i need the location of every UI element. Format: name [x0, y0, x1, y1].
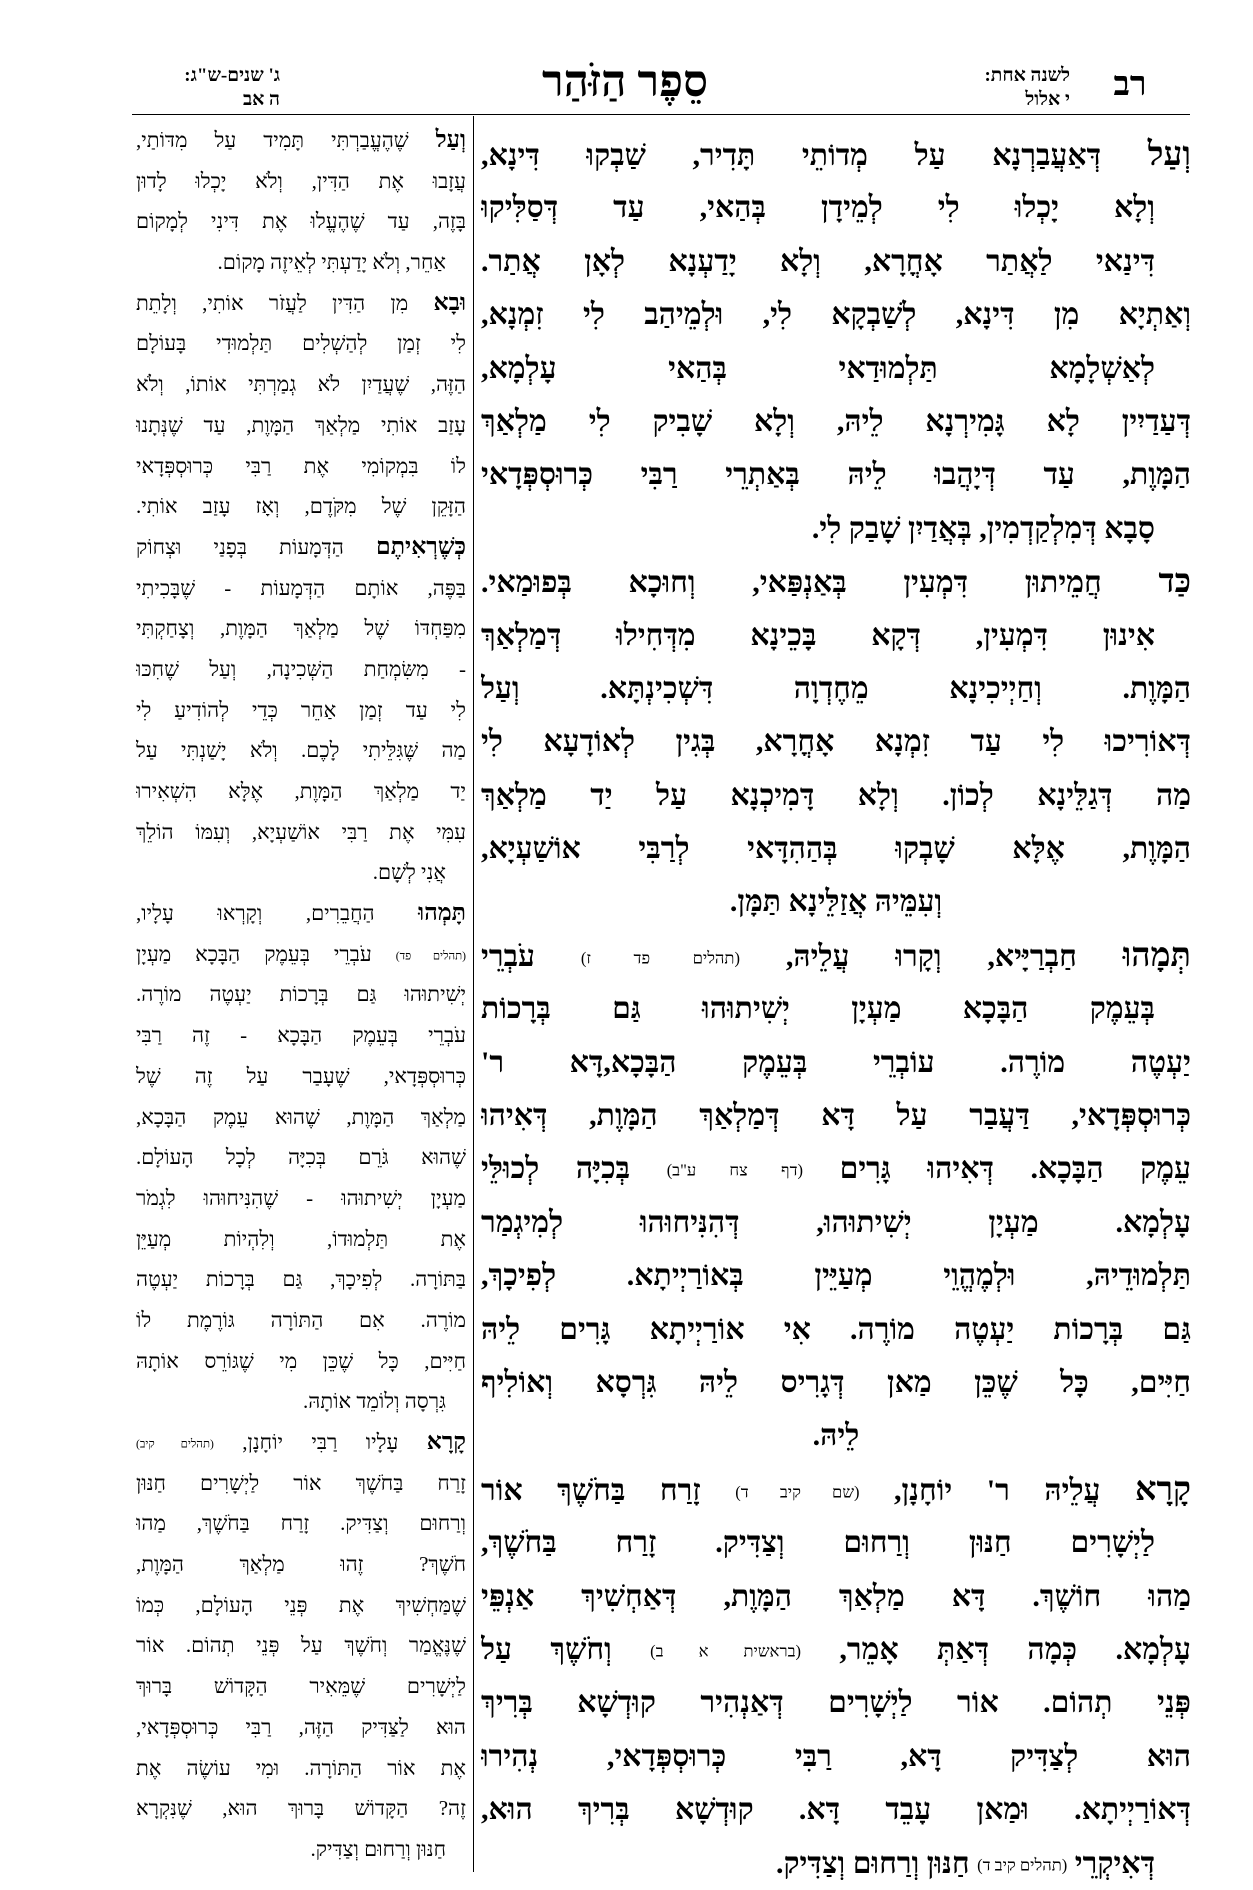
hebrew-line: כְּרוּסְפְּדָאי, שֶׁעָבַר עַל זֶה שֶׁל	[136, 1063, 466, 1088]
aramaic-line: לְאַשְׁלָמָא תַּלְמוּדַאי בְּהַאי עָלְמָא,	[481, 351, 1155, 385]
hebrew-line: זָרַח בַּחֹשֶׁךְ אוֹר לַיְשָׁרִים חַנּוּן	[136, 1470, 466, 1495]
header-left-date	[120, 64, 280, 112]
aramaic-line: הַמָּוֶת, עַד דְּיָהֲבוּ לֵיהּ בְּאַתְרֵי רַבִּי כְּרוּסְפְּדָאי	[481, 458, 1191, 492]
hebrew-line: וְעַל שֶׁהֶעֱבַרְתִּי תָּמִיד עַל מִדּוֹתַי,	[136, 127, 466, 153]
hebrew-line: חַיִּים, כָּל שֶׁכֵּן מִי שֶׁגּוֹרֵס אוֹתָהּ	[136, 1348, 466, 1373]
hebrew-line: שֶׁמַּחְשִׁיךְ אֶת פְּנֵי הָעוֹלָם, כְּמוֹ	[136, 1592, 466, 1617]
hebrew-line: מוֹרֶה. אִם הַתּוֹרָה גּוֹרֶמֶת לוֹ	[136, 1307, 466, 1332]
hebrew-line: וְרַחוּם וְצַדִּיק. זָרַח בַּחֹשֶׁךְ, מַהוּ	[136, 1511, 466, 1536]
hebrew-line: עֹבְרֵי בְּעֵמֶק הַבָּכָא - זֶה רַבִּי	[136, 1023, 466, 1048]
verse-reference: (תהלים פד)	[395, 950, 466, 963]
hebrew-line: הַזָּקֵן שֶׁל מִקֹּדֶם, וְאָז עָזַב אוֹתִי.	[136, 494, 466, 519]
hebrew-line: מַה שֶּׁגִּלֵּיתִי לָכֶם. וְלֹא יָשַׁנְתִּי עַל	[136, 738, 466, 763]
verse-reference: (תהלים קיב ד)	[977, 1855, 1068, 1875]
verse-reference: (תהלים פד ז)	[580, 948, 740, 968]
hebrew-line: גִּרְסָה וְלוֹמֵד אוֹתָהּ.	[302, 1389, 446, 1414]
hebrew-line: מַלְאַךְ הַמָּוֶת, שֶׁהוּא עֵמֶק הַבָּכָא,	[136, 1104, 466, 1129]
aramaic-line: כְּרוּסְפְּדָאי, דַּעֲבַר עַל דָּא דְּמַלְאַךְ הַמָּוֶת, דְּאִיהוּ	[481, 1099, 1191, 1133]
book-title: סֵפֶר הַזֹּהַר	[541, 57, 709, 106]
aramaic-line: חַיִּים, כָּל שֶׁכֵּן מַאן דְּגָרִיס לֵיהּ גִּרְסָא וְאוֹלִיף	[481, 1365, 1191, 1399]
hebrew-line: עֲזָבוּ אֶת הַדִּין, וְלֹא יָכְלוּ לָדוּן	[136, 168, 466, 193]
aramaic-line: תַּלְמוּדֵיהּ, וּלְמֶהֱוֵי מְעַיֵּין בְּאוֹרַיְיתָא. לְפִיכָךְ,	[481, 1259, 1191, 1293]
hebrew-line: שֶׁהוּא גֹּרֵם בְּכִיָּה לְכָל הָעוֹלָם.	[136, 1145, 466, 1170]
hebrew-line: - מִשִּׂמְחַת הַשְּׁכִינָה, וְעַל שֶׁחִכּוּ	[136, 656, 466, 681]
hebrew-line: אֶת אוֹר הַתּוֹרָה. וּמִי עוֹשֶׂה אֶת	[136, 1755, 466, 1780]
header-right-line1: לשנה אחת:	[984, 65, 1070, 86]
paragraph-opener: כַּד	[1158, 563, 1191, 601]
aramaic-line: כַּד חֲמֵיתוּן דִּמְעִין בְּאַנְפַּאי, וְחוּכָא בְּפוּמַאי.	[481, 563, 1191, 601]
aramaic-line: גַּם בְּרָכוֹת יַעְטֶה מוֹרֶה. אִי אוֹרַיְיתָא גָּרִים לֵיהּ	[481, 1312, 1191, 1346]
aramaic-line: בְּעֵמֶק הַבָּכָא מַעְיָן יְשִׁיתוּהוּ גַּם בְּרָכוֹת	[481, 992, 1155, 1026]
hebrew-line: (תהלים פד) עֹבְרֵי בְּעֵמֶק הַבָּכָא מַעְיָן	[136, 941, 466, 966]
aramaic-line: דְּעַדַיִין לָא גָּמִירְנָא לֵיהּ, וְלָא שָׁבִיק לִי מַלְאַךְ	[481, 404, 1191, 438]
aramaic-line: סָבָא דְּמִלְקַדְמִין, בְּאֲדַיִן שָׁבַק לִי.	[811, 511, 1155, 545]
verse-reference: (שם קיב ד)	[735, 1482, 860, 1502]
hebrew-line: יְשִׁיתוּהוּ גַּם בְּרָכוֹת יַעְטֶה מוֹרֶה.	[136, 982, 466, 1007]
header-rule	[132, 114, 1190, 115]
hebrew-line: חֹשֶׁךְ? זֶהוּ מַלְאַךְ הַמָּוֶת,	[136, 1552, 466, 1577]
hebrew-line: לַיְשָׁרִים שֶׁמֵּאִיר הַקָּדוֹשׁ בָּרוּךְ	[136, 1674, 466, 1699]
aramaic-column	[481, 128, 1191, 1890]
hebrew-line: אַחֵר, וְלֹא יָדַעְתִּי לְאֵיזֶה מָקוֹם.	[217, 250, 446, 275]
hebrew-line: חַנּוּן וְרַחוּם וְצַדִּיק.	[310, 1836, 446, 1861]
paragraph-opener: כְּשֶׁרְאִיתֶם	[376, 533, 466, 560]
hebrew-line: עִמִּי אֶת רַבִּי אוֹשַׁעְיָא, וְעִמּוֹ הוֹלֵךְ	[136, 819, 466, 844]
aramaic-line: דְּאִיקְרֵי (תהלים קיב ד) חַנּוּן וְרַחוּם וְצַדִּיק.	[775, 1846, 1155, 1880]
hebrew-line: יַד מַלְאַךְ הַמָּוֶת, אֶלָּא הִשְׁאִירוּ	[136, 779, 466, 803]
header-right-line2: י אלול	[1025, 89, 1070, 110]
hebrew-line: אֲנִי לְשָׁם.	[372, 860, 446, 885]
aramaic-line: דְּאוֹרַיְיתָא. וּמַאן עָבֵד דָּא. קוּדְשָׁא בְּרִיךְ הוּא,	[481, 1793, 1191, 1827]
hebrew-line: עָזַב אוֹתִי מַלְאַךְ הַמָּוֶת, עַד שֶׁנְּתָנוּ	[136, 412, 466, 437]
hebrew-line: אֶת תַּלְמוּדוֹ, וְלִהְיוֹת מְעַיֵּן	[136, 1226, 466, 1251]
aramaic-line: עֵמֶק הַבָּכָא. דְּאִיהוּ גָּרִים (דף צח ע"ב) בְּכִיָּה לְכוּלֵּי	[481, 1152, 1191, 1186]
aramaic-line: לַיְשָׁרִים חַנּוּן וְרַחוּם וְצַדִּיק. זָרַח בַּחֹשֶׁךְ,	[481, 1526, 1155, 1560]
paragraph-opener: וְעַל	[1147, 136, 1191, 173]
aramaic-line: הַמָּוֶת, אֶלָּא שָׁבְקוּ בְּהַהִדָּאי לְרַבִּי אוֹשַׁעְיָא,	[481, 832, 1191, 866]
aramaic-line: אִינוּן דִּמְעִין, דְּקָא בָּכֵינָא מִדְּחִילוּ דְּמַלְאַךְ	[481, 618, 1155, 652]
hebrew-line: בַּפֶּה, אוֹתָם הַדְּמָעוֹת - שֶׁבָּכִיתִי	[136, 575, 466, 600]
paragraph-opener: וּבָא	[433, 289, 466, 316]
paragraph-opener: קָרָא	[426, 1429, 466, 1455]
hebrew-line: בָּזֶה, עַד שֶׁהֶעֱלוּ אֶת דִּינִי לְמָקוֹם	[136, 209, 466, 234]
hebrew-line: קָרָא עָלָיו רַבִּי יוֹחָנָן, (תהלים קיב)	[136, 1429, 466, 1455]
hebrew-line: הוּא לַצַּדִּיק הַזֶּה, רַבִּי כְּרוּסְפְּדָאי,	[136, 1714, 466, 1739]
aramaic-line: וְלָא יָכְלוּ לִי לְמֵידָן בְּהַאי, עַד דְּסַלִּיקוּ	[481, 191, 1155, 225]
hebrew-line: תָּמְהוּ הַחֲבֵרִים, וְקָרְאוּ עָלָיו,	[136, 900, 466, 927]
verse-reference: (דף צח ע"ב)	[666, 1160, 804, 1180]
page-number: רב	[1113, 66, 1147, 103]
column-divider	[473, 116, 474, 1872]
paragraph-opener: תָּמְהוּ	[418, 900, 466, 927]
verse-reference: (בראשית א ב)	[650, 1641, 802, 1661]
hebrew-line: מַעְיָן יְשִׁיתוּהוּ - שֶׁהִנִּיחוּהוּ לִגְמֹר	[136, 1185, 466, 1210]
hebrew-line: הַזֶּה, שֶׁעֲדַיִן לֹא גְמַרְתִּי אוֹתוֹ, וְלֹא	[136, 372, 466, 397]
aramaic-line: וְעִמֵּיהּ אֲזַלֵּינָא תַּמָּן.	[729, 885, 943, 919]
header-left-line1: ג' שנים-ש"ג:	[184, 65, 280, 86]
aramaic-line: עָלְמָא. כְּמָה דְּאַתְּ אָמֵר, (בראשית א ב) וְחֹשֶׁךְ עַל	[481, 1632, 1191, 1666]
hebrew-line: מִפַּחְדּוֹ שֶׁל מַלְאַךְ הַמָּוֶת, וְצָחַקְתִּי	[136, 616, 466, 641]
aramaic-line: לֵיהּ.	[812, 1419, 860, 1453]
header-right-date	[950, 64, 1070, 112]
hebrew-line: לִי עַד זְמַן אַחֵר כְּדֵי לְהוֹדִיעַ לִי	[136, 697, 466, 722]
aramaic-line: הוּא לְצַדִּיק דָּא, רַבִּי כְּרוּסְפְּדָאי, נְהִירוּ	[481, 1739, 1191, 1773]
paragraph-opener: וְעַל	[435, 127, 466, 153]
paragraph-opener: תְּמָהוּ	[1122, 936, 1191, 974]
aramaic-line: יַעְטֶה מוֹרֶה. עוֹבְרֵי בְּעֵמֶק הַבָּכָא,דָּא ר'	[481, 1045, 1191, 1079]
hebrew-line: זֶה? הַקָּדוֹשׁ בָּרוּךְ הוּא, שֶׁנִּקְרָא	[136, 1796, 466, 1821]
aramaic-line: וְאַתְיָא מִן דִּינָא, לְשַׁבְקָא לִי, וּלְמֵיהַב לִי זִמְנָא,	[481, 298, 1191, 332]
verse-reference: (תהלים קיב)	[136, 1438, 214, 1451]
aramaic-line: וְעַל דְּאַעֲבַרְנָא עַל מְדוֹתֵי תָּדִיר, שַׁבְקוּ דִּינָא,	[481, 136, 1191, 173]
aramaic-line: דְּאוֹרִיכוּ לִי עַד זִמְנָא אָחֳרָא, בְּגִין לְאוֹדָעָא לִי	[481, 725, 1191, 759]
aramaic-line: מַה דְּגַלֵּינָא לְכוֹן. וְלָא דָּמִיכְנָא עַל יַד מַלְאַךְ	[481, 778, 1191, 812]
header-left-line2: ה אב	[242, 89, 280, 110]
hebrew-line: וּבָא מִן הַדִּין לַעֲזֹר אוֹתִי, וְלָתֵת	[136, 289, 466, 316]
aramaic-line: תְּמָהוּ חַבְרַיָּיא, וְקָרוּ עֲלֵיהּ, (תהלים פד ז) עֹבְרֵי	[481, 936, 1191, 974]
aramaic-line: פְּנֵי תְהוֹם. אוֹר לַיְשָׁרִים דְּאַנְהִיר קוּדְשָׁא בְּרִיךְ	[481, 1686, 1191, 1720]
aramaic-line: עָלְמָא. מַעְיָן יְשִׁיתוּהוּ, דְּהִנִּיחוּהוּ לְמִיגְמַר	[481, 1205, 1191, 1239]
hebrew-line: כְּשֶׁרְאִיתֶם הַדְּמָעוֹת בְּפָנַי וּצְחוֹק	[136, 533, 466, 560]
paragraph-opener: קָרָא	[1134, 1470, 1191, 1508]
hebrew-line: שֶׁנֶּאֱמַר וְחֹשֶׁךְ עַל פְּנֵי תְהוֹם. אוֹר	[136, 1633, 466, 1658]
hebrew-line: לוֹ בִּמְקוֹמִי אֶת רַבִּי כְּרוּסְפְּדָאי	[136, 453, 466, 478]
aramaic-line: הַמָּוֶת. וְחַיְיכִינָא מֵחֶדְוָה דִּשְׁכִינְתָּא. וְעַל	[481, 671, 1191, 705]
aramaic-line: דִּינַאי לַאֲתַר אָחֳרָא, וְלָא יָדַעְנָא לְאָן אֲתַר.	[481, 244, 1155, 278]
aramaic-line: מַהוּ חוֹשֶׁךְ. דָּא מַלְאַךְ הַמָּוֶת, דְּאַחְשִׁיךְ אַנְפֵּי	[481, 1579, 1191, 1613]
hebrew-line: לִי זְמַן לְהַשְׁלִים תַּלְמוּדִי בָּעוֹלָם	[136, 331, 466, 356]
aramaic-line: קָרָא עֲלֵיהּ ר' יוֹחָנָן, (שם קיב ד) זָרַח בַּחֹשֶׁךְ אוֹר	[481, 1470, 1191, 1508]
hebrew-column	[136, 120, 466, 1870]
hebrew-line: בַּתּוֹרָה. לְפִיכָךְ, גַּם בְּרָכוֹת יַעְטֶה	[136, 1267, 466, 1292]
